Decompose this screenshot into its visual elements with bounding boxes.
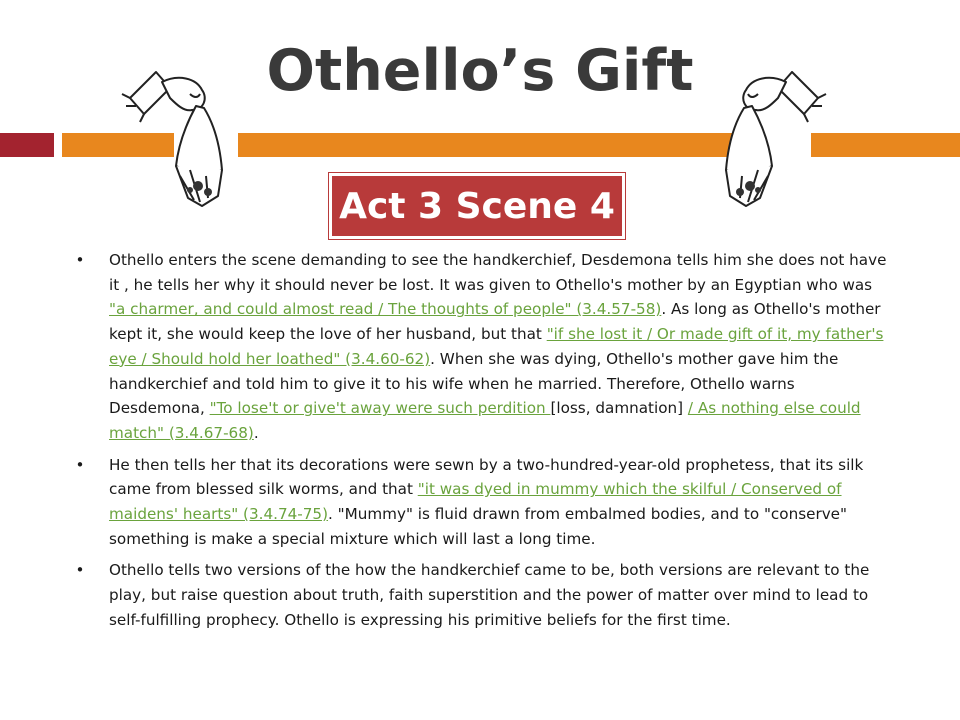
accent-bar-red	[0, 133, 54, 157]
bullet-text: . As long as Othello's mother kept it, she would keep the love of her husband, but that	[109, 300, 881, 344]
bullet-text: He then tells her that its decorations were sewn by a two-hundred-year-old prophetess, that its silk came from blessed silk worms, and that	[109, 455, 864, 499]
bullet-item	[72, 558, 887, 632]
quote-link[interactable]: "it was dyed in mummy which the skilful / Conserved of maidens' hearts" (3.4.74-75)	[109, 480, 842, 524]
hand-handkerchief-illustration-left	[118, 58, 248, 222]
bullet-text: .	[253, 423, 259, 442]
quote-link[interactable]: "To lose't or give't away were such perdition	[209, 399, 551, 418]
bullet-dot-icon: •	[75, 251, 85, 269]
quote-link[interactable]: "if she lost it / Or made gift of it, my father's eye / Should hold her loathed" (3.4.60-62)	[109, 325, 884, 368]
quote-link[interactable]: "a charmer, and could almost read / The thoughts of people" (3.4.57-58)	[109, 300, 662, 319]
bullet-text: Othello tells two versions of the how the handkerchief came to be, both versions are relevant to the play, but raise question about truth, faith superstition and the power of matter over mind to lead to self-fulfilling prophecy. Othello is expressing his primitive beliefs for the first time.	[109, 561, 870, 629]
accent-bar-orange-middle	[238, 133, 746, 157]
bullet-text: Othello enters the scene demanding to see the handkerchief, Desdemona tells him she does not have it , he tells her why it should never be lost. It was given to Othello's mother by an Egyptian who was	[109, 251, 887, 294]
bullet-text: . When she was dying, Othello's mother gave him the handkerchief and told him to give it to his wife when he married. Therefore, Othello warns Desdemona,	[109, 349, 839, 418]
slide-title: Othello’s Gift	[266, 38, 694, 104]
bullet-item	[72, 248, 887, 446]
bullet-dot-icon: •	[75, 455, 85, 474]
bullet-list	[72, 248, 887, 640]
hand-handkerchief-illustration-right	[700, 58, 830, 222]
bullet-dot-icon: •	[75, 561, 85, 580]
bullet-item	[72, 453, 887, 552]
bullet-text: [loss, damnation]	[550, 399, 688, 418]
quote-link[interactable]: / As nothing else could match" (3.4.67-68)	[109, 399, 861, 442]
bullet-text: . "Mummy" is fluid drawn from embalmed bodies, and to "conserve" something is make a special mixture which will last a long time.	[109, 505, 848, 548]
accent-bar-orange-right	[811, 133, 960, 157]
scene-badge: Act 3 Scene 4	[329, 173, 625, 239]
